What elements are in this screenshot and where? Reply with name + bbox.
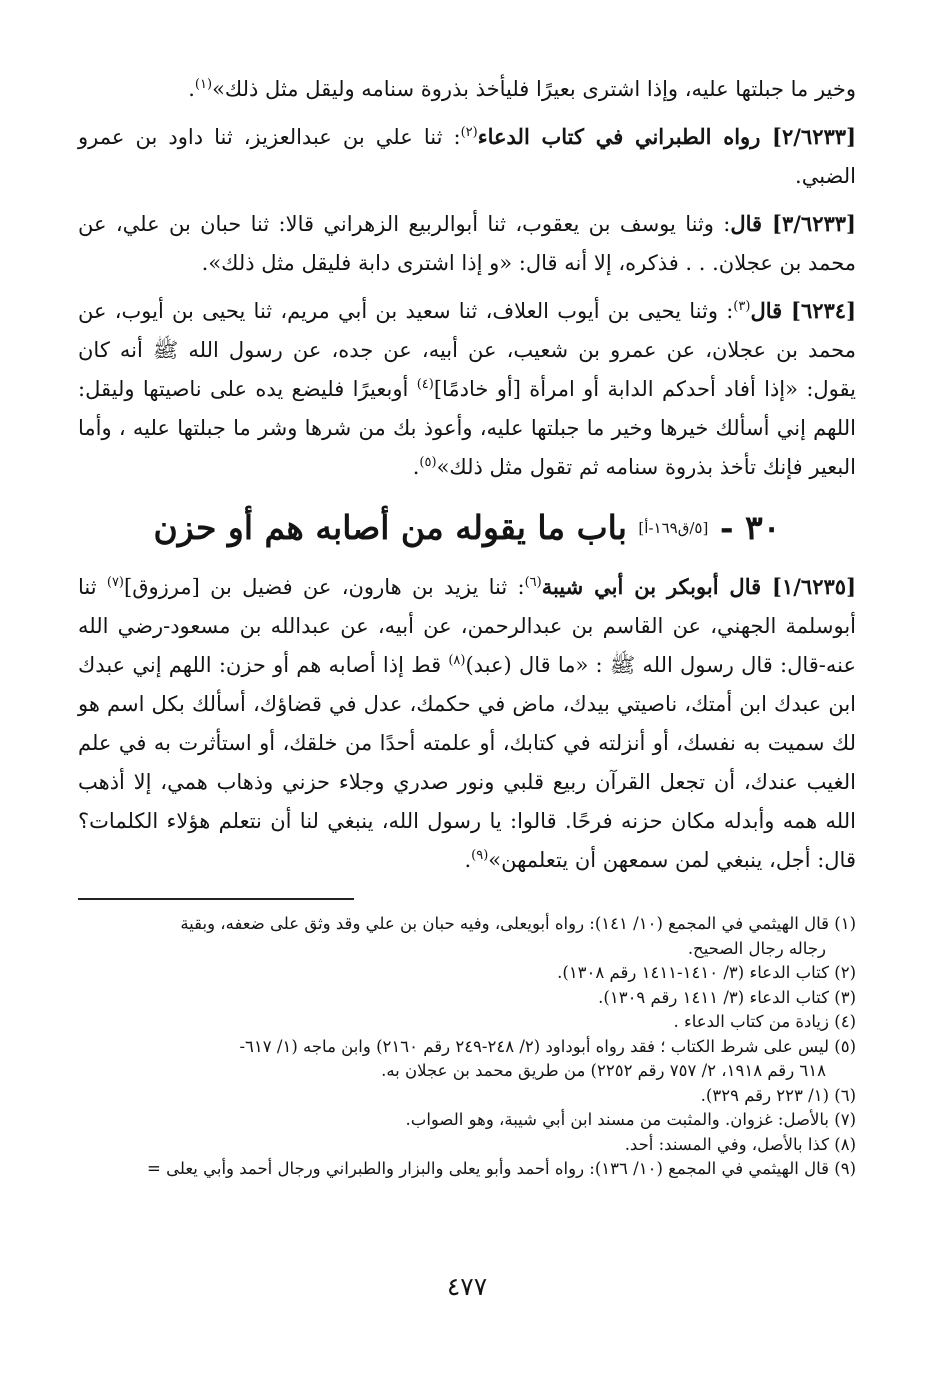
- hadith-number: [١/٦٢٣٥] قال أبوبكر بن أبي شيبة: [541, 574, 856, 599]
- footnote-ref: (٩): [471, 848, 489, 863]
- punctuation: .: [464, 848, 472, 872]
- paragraph-text: وخير ما جبلتها عليه، وإذا اشترى بعيرًا فليأخذ بذروة سنامه وليقل مثل ذلك»: [212, 77, 856, 101]
- footnote-continuation: ٦١٨ رقم ١٩١٨، ٢/ ٧٥٧ رقم ٢٢٥٢) من طريق محمد بن عجلان به.: [381, 1061, 826, 1080]
- hadith-number: [٦٢٣٤] قال: [750, 298, 856, 323]
- paragraph-3: [78, 204, 856, 283]
- footnote-2: [78, 961, 856, 986]
- chapter-title: باب ما يقوله من أصابه هم أو حزن: [153, 508, 627, 547]
- paragraph-text: : ثنا يزيد بن هارون، عن فضيل بن [مرزوق]: [124, 575, 525, 599]
- footnote-ref: (١): [194, 77, 213, 92]
- footnote-9: [78, 1157, 856, 1182]
- footnote-text: ليس على شرط الكتاب ؛ فقد رواه أبوداود (٢/ ٢٤٨-٢٤٩ رقم ٢١٦٠) وابن ماجه (١/ ٦١٧-: [239, 1036, 829, 1056]
- footnote-number: (٣): [834, 987, 856, 1007]
- footnote-number: (٦): [834, 1085, 856, 1105]
- footnote-5: [78, 1035, 856, 1084]
- main-text-2: [78, 567, 856, 880]
- paragraph-text: ثنا أبوسلمة الجهني، عن القاسم بن عبدالرحمن، عن أبيه، عن عبدالله بن مسعود-رضي الله عنه-قال: قال رسول الله ﷺ : «ما قال (عبد): [78, 575, 856, 677]
- main-text: [78, 70, 856, 487]
- paragraph-4: [78, 291, 856, 487]
- chapter-number: ٣٠ -: [719, 508, 781, 547]
- footnote-text: (١/ ٢٢٣ رقم ٣٢٩).: [700, 1085, 829, 1105]
- footnote-text: بالأصل: غزوان. والمثبت من مسند ابن أبي شيبة، وهو الصواب.: [405, 1110, 829, 1129]
- footnote-number: (١): [834, 914, 856, 933]
- footnote-ref: (٥): [419, 455, 437, 470]
- footnote-text: كتاب الدعاء (٣/ ١٤١٠-١٤١١ رقم ١٣٠٨).: [557, 963, 829, 982]
- footnote-ref: (٦): [524, 575, 542, 590]
- chapter-heading: [78, 499, 856, 557]
- hadith-number: [٢/٦٢٣٣] رواه الطبراني في كتاب الدعاء: [477, 124, 856, 149]
- hadith-number: [٣/٦٢٣٣] قال: [730, 211, 856, 236]
- paragraph-text: : ثنا علي بن عبدالعزيز، ثنا داود بن عمرو الضبي.: [78, 125, 856, 188]
- footnote-ref: (٤): [416, 377, 434, 392]
- footnote-number: (٥): [834, 1036, 856, 1056]
- footnote-1: [78, 912, 856, 961]
- paragraph-5: [78, 567, 856, 880]
- paragraph-text: قط إذا أصابه هم أو حزن: اللهم إني عبدك ابن عبدك ابن أمتك، ناصيتي بيدك، ماض في حكمك، عدل في قضاؤك، أسألك بكل اسم هو لك سميت به نفسك، أو أنزلته في كتابك، أو علمته أحدًا من خلقك، أو استأثرت به في علم الغيب عندك، أن تجعل القرآن ربيع قلبي ونور صدري وجلاء حزني وذهاب همي، إلا أذهب الله همه وأبدله مكان حزنه فرحًا. قالوا: يا رسول الله، ينبغي لنا أن نتعلم هؤلاء الكلمات؟ قال: أجل، ينبغي لمن سمعهن أن يتعلمهن»: [78, 653, 856, 872]
- footnote-number: (٨): [834, 1134, 856, 1154]
- footnote-6: [78, 1084, 856, 1109]
- footnote-ref: (٧): [106, 575, 124, 590]
- punctuation: .: [188, 77, 195, 101]
- footnote-number: (٤): [834, 1012, 856, 1031]
- footnote-8: [78, 1133, 856, 1158]
- footnote-text: زيادة من كتاب الدعاء .: [673, 1012, 829, 1031]
- footnote-7: [78, 1108, 856, 1133]
- footnote-number: (٢): [834, 963, 856, 982]
- paragraph-text: أوبعيرًا فليضع يده على ناصيتها وليقل: اللهم إني أسألك خيرها وخير ما جبلتها عليه، وأعوذ بك من شرها وشر ما جبلتها عليه ، وأما البعير فإنك تأخذ بذروة سنامه ثم تقول مثل ذلك»: [78, 377, 856, 479]
- page-number: ٤٧٧: [446, 1272, 488, 1301]
- manuscript-reference: [٥/ق١٦٩-أ]: [638, 519, 709, 537]
- footnote-text: قال الهيثمي في المجمع (١٠/ ١٣٦): رواه أحمد وأبو يعلى والبزار والطبراني ورجال أحمد وأبي يعلى =: [147, 1159, 829, 1178]
- footnote-number: (٩): [834, 1159, 856, 1178]
- footnote-ref: (٨): [448, 653, 466, 668]
- footnote-text: قال الهيثمي في المجمع (١٠/ ١٤١): رواه أبويعلى، وفيه حبان بن علي وقد وثق على ضعفه، وبقية: [180, 914, 829, 933]
- paragraph-text: : وثنا يوسف بن يعقوب، ثنا أبوالربيع الزهراني قالا: ثنا حبان بن علي، عن محمد بن عجلان. . . فذكره، إلا أنه قال: «و إذا اشترى دابة فليقل مثل ذلك».: [78, 212, 856, 275]
- footnote-3: [78, 986, 856, 1011]
- footnote-ref: (٢): [460, 125, 478, 140]
- paragraph-2: [78, 117, 856, 196]
- footnote-separator: [78, 898, 354, 900]
- footnote-continuation: رجاله رجال الصحيح.: [687, 938, 826, 958]
- footnote-4: [78, 1010, 856, 1035]
- paragraph-text: : وثنا يحيى بن أيوب العلاف، ثنا سعيد بن أبي مريم، ثنا يحيى بن أيوب، عن محمد بن عجلان، عن عمرو بن شعيب، عن أبيه، عن جده، عن رسول الله ﷺ أنه كان يقول: «إذا أفاد أحدكم الدابة أو امرأة [أو خادمًا]: [78, 299, 856, 401]
- paragraph-1: [78, 70, 856, 109]
- footnote-text: كذا بالأصل، وفي المسند: أحد.: [624, 1134, 829, 1154]
- footnote-ref: (٣): [733, 299, 751, 314]
- punctuation: .: [412, 455, 420, 479]
- footnote-text: كتاب الدعاء (٣/ ١٤١١ رقم ١٣٠٩).: [598, 987, 829, 1007]
- footnote-number: (٧): [834, 1110, 856, 1129]
- footnotes: [78, 912, 856, 1182]
